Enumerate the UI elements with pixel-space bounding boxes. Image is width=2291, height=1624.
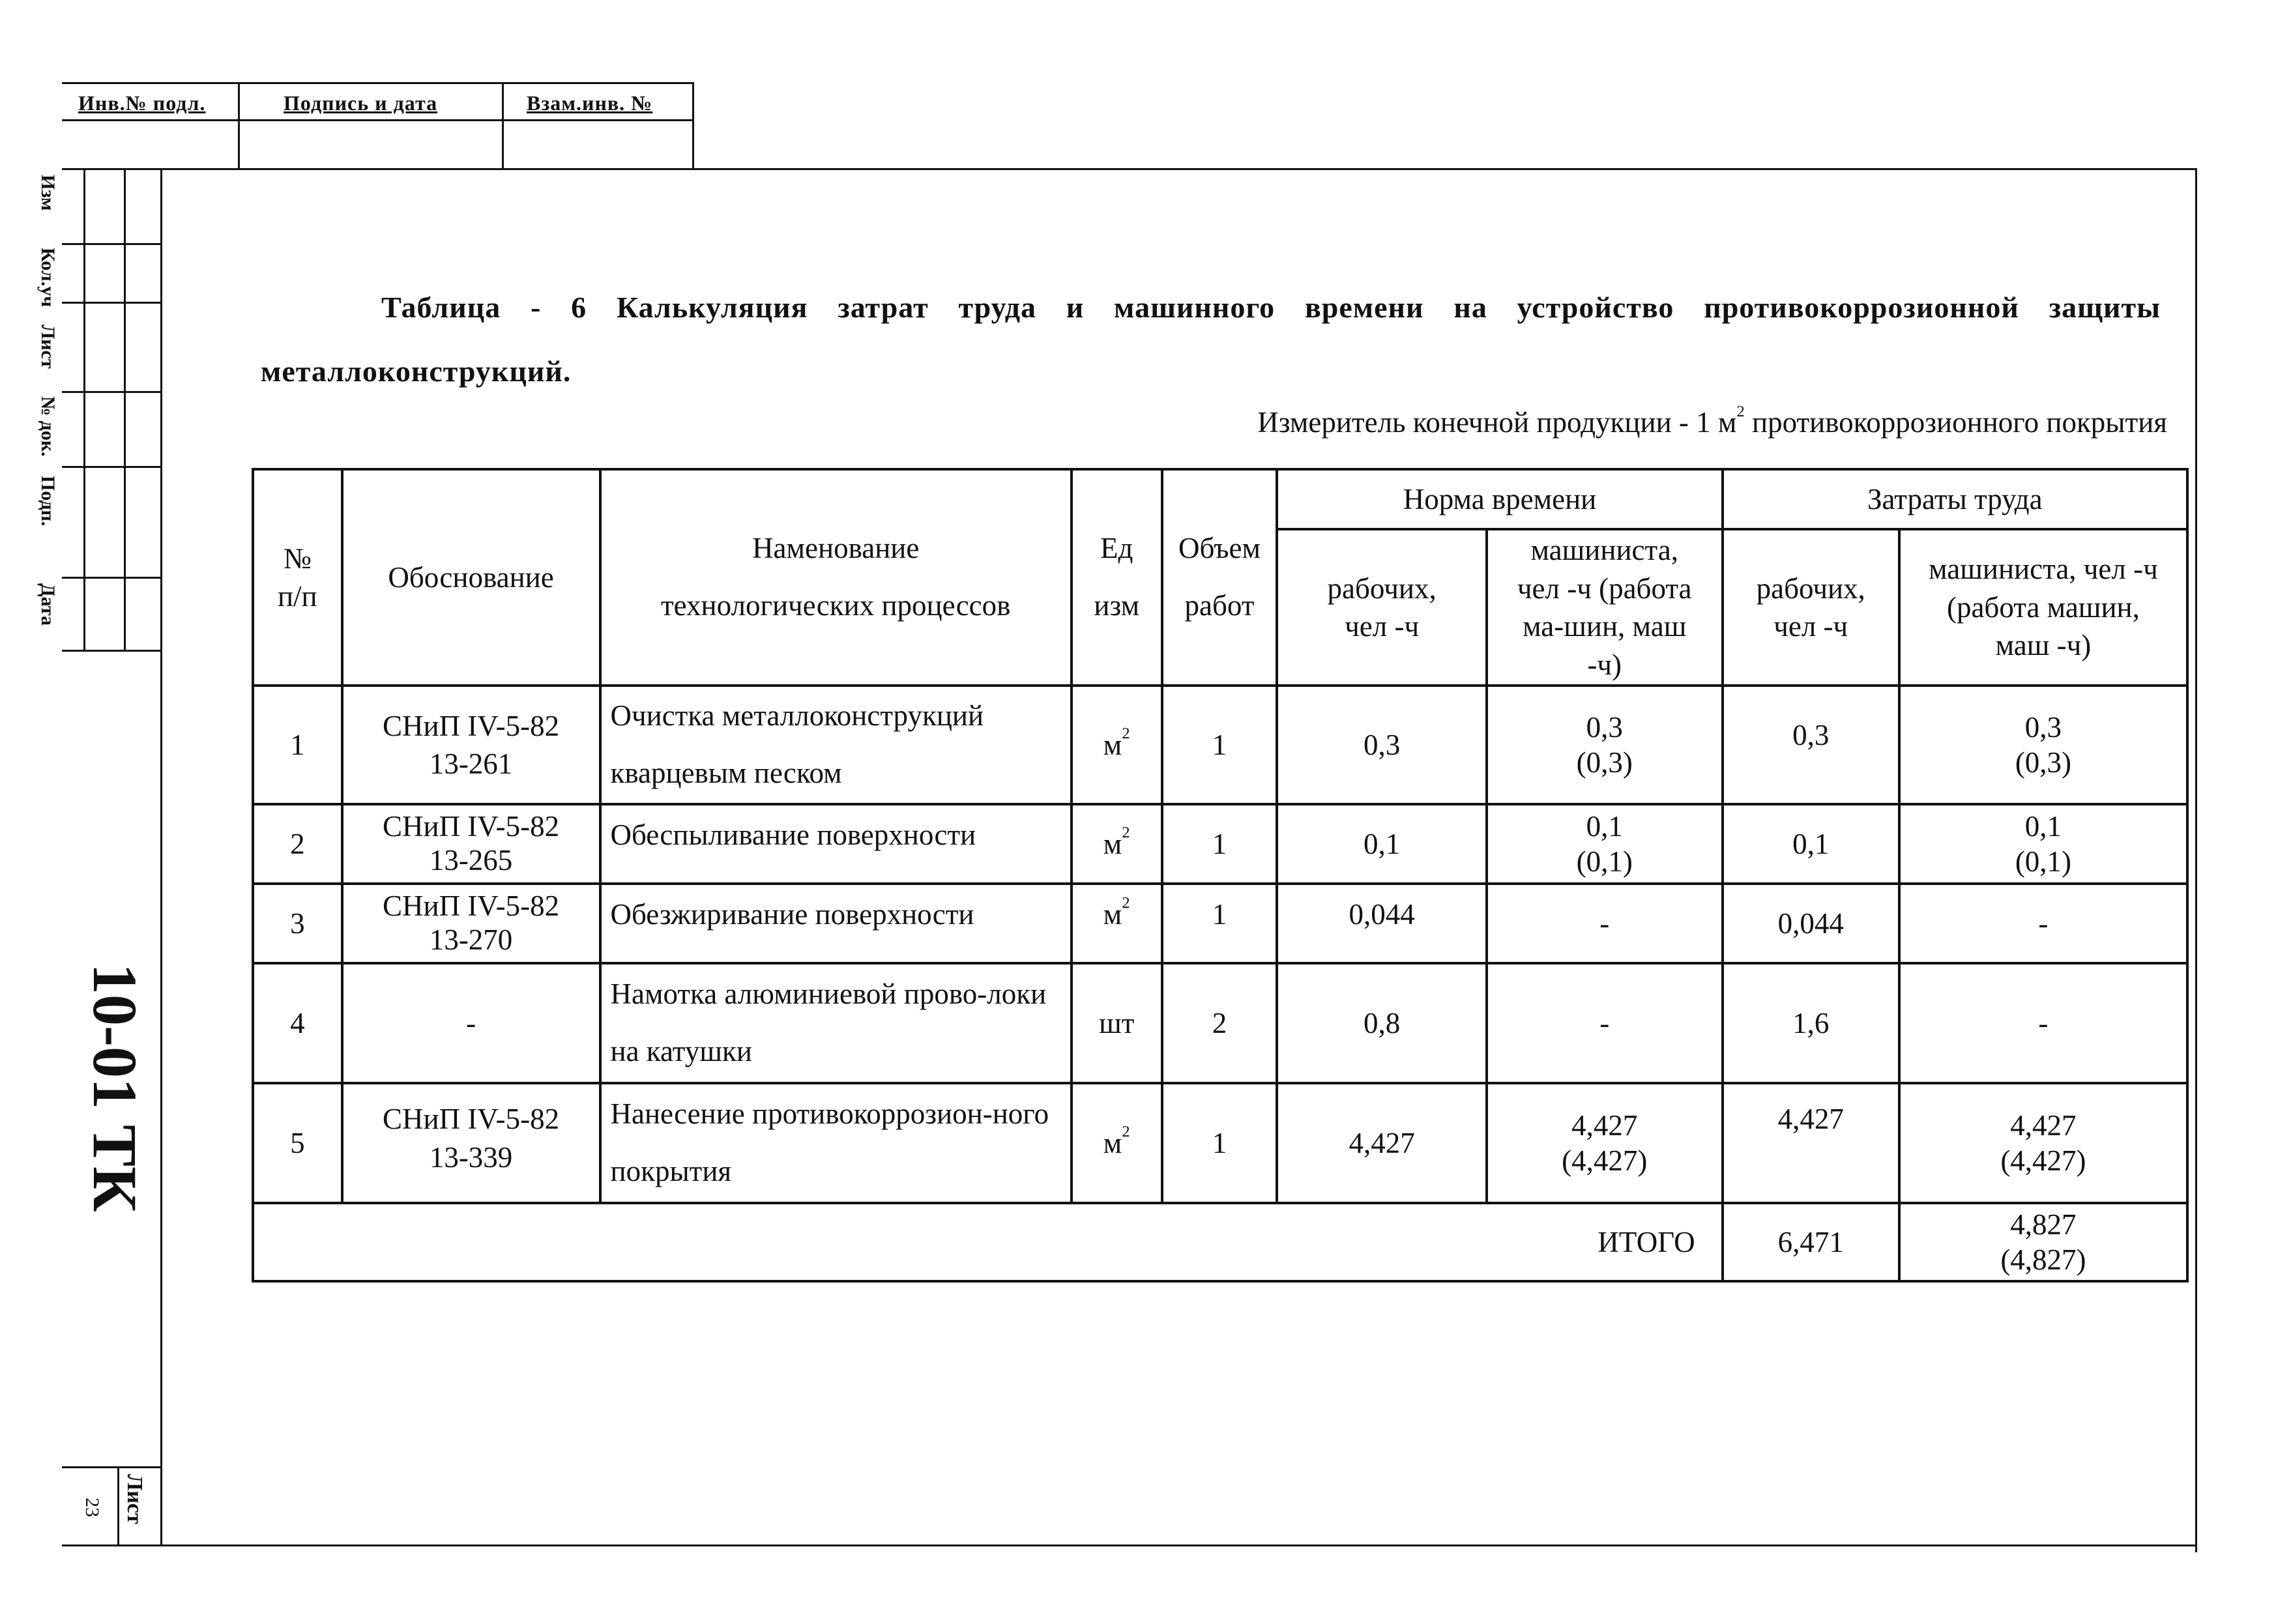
stamp-inv-podl: Инв.№ подл.	[78, 91, 206, 115]
cell-zatraty-machinist: 0,3 (0,3)	[1899, 686, 2187, 804]
stamp-podpis-data: Подпись и дата	[284, 91, 438, 115]
cell-norma-workers: 0,8	[1277, 963, 1487, 1083]
cell-volume: 1	[1162, 686, 1277, 804]
cell-norma-workers: 0,1	[1277, 804, 1487, 884]
total-label: ИТОГО	[253, 1203, 1723, 1281]
cell-norma-machinist: -	[1487, 963, 1723, 1083]
stamp-list: Лист	[37, 325, 59, 369]
calculation-table	[252, 468, 2189, 1283]
cell-basis: СНиП IV-5-82 13-265	[342, 804, 600, 884]
cell-zatraty-workers: 4,427	[1723, 1083, 1899, 1203]
table-row	[253, 884, 2187, 963]
cell-basis: СНиП IV-5-82 13-261	[342, 686, 600, 804]
stamp-vzam-inv: Взам.инв. №	[527, 91, 653, 115]
measure-sup: 2	[1736, 403, 1745, 420]
header-zatraty: Затраты труда	[1723, 469, 2187, 529]
cell-zatraty-machinist: -	[1899, 963, 2187, 1083]
cell-name: Обеспыливание поверхности	[600, 804, 1072, 884]
cell-norma-machinist: -	[1487, 884, 1723, 963]
sheet-number: 23	[81, 1498, 103, 1517]
header-name: Наменование технологических процессов	[600, 469, 1072, 686]
cell-basis: СНиП IV-5-82 13-270	[342, 884, 600, 963]
total-workers: 6,471	[1723, 1203, 1899, 1281]
cell-zatraty-machinist: 4,427 (4,427)	[1899, 1083, 2187, 1203]
total-row	[253, 1203, 2187, 1281]
cell-unit: шт	[1072, 963, 1162, 1083]
cell-num: 1	[253, 686, 342, 804]
stamp-izm: Изм	[37, 175, 59, 211]
cell-unit: $м^2$	[1072, 686, 1162, 804]
header-norma: Норма времени	[1277, 469, 1722, 529]
sheet-label: Лист	[123, 1474, 147, 1524]
header-norma-workers: рабочих, чел -ч	[1277, 529, 1487, 686]
cell-num: 2	[253, 804, 342, 884]
header-zatraty-machinist: машиниста, чел -ч (работа машин, маш -ч)	[1899, 529, 2187, 686]
cell-norma-machinist: 0,1 (0,1)	[1487, 804, 1723, 884]
cell-name: Нанесение противокоррозион-ного покрытия	[600, 1083, 1072, 1203]
cell-zatraty-workers: 0,1	[1723, 804, 1899, 884]
table-row	[253, 686, 2187, 804]
stamp-podp: Подп.	[37, 476, 59, 527]
table-caption: Таблица - 6 Калькуляция затрат труда и машинного времени на устройство противокоррозионной защиты	[381, 291, 2161, 324]
header-norma-machinist: машиниста, чел -ч (работа ма-шин, маш -ч)	[1487, 529, 1723, 686]
stamp-kol-uch: Кол.уч	[37, 248, 59, 308]
header-num: № п/п	[253, 469, 342, 686]
total-machinist: 4,827 (4,827)	[1899, 1203, 2187, 1281]
cell-name: Обезжиривание поверхности	[600, 884, 1072, 963]
cell-basis: -	[342, 963, 600, 1083]
cell-norma-workers: 4,427	[1277, 1083, 1487, 1203]
cell-unit: $м^2$	[1072, 1083, 1162, 1203]
cell-zatraty-workers: 1,6	[1723, 963, 1899, 1083]
measure-suffix: противокоррозионного покрытия	[1744, 406, 2167, 439]
cell-volume: 2	[1162, 963, 1277, 1083]
cell-num: 5	[253, 1083, 342, 1203]
cell-zatraty-machinist: 0,1 (0,1)	[1899, 804, 2187, 884]
table-row	[253, 963, 2187, 1083]
cell-volume: 1	[1162, 1083, 1277, 1203]
cell-volume: 1	[1162, 884, 1277, 963]
table-row	[253, 804, 2187, 884]
cell-zatraty-workers: 0,044	[1723, 884, 1899, 963]
cell-norma-workers: 0,3	[1277, 686, 1487, 804]
cell-unit: $м^2$	[1072, 884, 1162, 963]
document-code: 10-01 ТК	[80, 963, 150, 1212]
cell-volume: 1	[1162, 804, 1277, 884]
cell-name: Намотка алюминиевой прово-локи на катушки	[600, 963, 1072, 1083]
header-volume: Объем работ	[1162, 469, 1277, 686]
measure-line	[1257, 405, 2167, 439]
measure-prefix: Измеритель конечной продукции - 1 м	[1257, 406, 1737, 439]
cell-num: 3	[253, 884, 342, 963]
cell-unit: $м^2$	[1072, 804, 1162, 884]
header-unit: Ед изм	[1072, 469, 1162, 686]
cell-norma-machinist: 4,427 (4,427)	[1487, 1083, 1723, 1203]
stamp-n-dok: № док.	[37, 396, 59, 457]
header-basis: Обоснование	[342, 469, 600, 686]
cell-num: 4	[253, 963, 342, 1083]
cell-norma-machinist: 0,3 (0,3)	[1487, 686, 1723, 804]
cell-zatraty-machinist: -	[1899, 884, 2187, 963]
cell-name: Очистка металлоконструкций кварцевым песком	[600, 686, 1072, 804]
stamp-data: Дата	[37, 583, 59, 626]
table-caption-cont: металлоконструкций.	[261, 355, 572, 388]
cell-norma-workers: 0,044	[1277, 884, 1487, 963]
header-zatraty-workers: рабочих, чел -ч	[1723, 529, 1899, 686]
cell-zatraty-workers: 0,3	[1723, 686, 1899, 804]
cell-basis: СНиП IV-5-82 13-339	[342, 1083, 600, 1203]
table-row	[253, 1083, 2187, 1203]
